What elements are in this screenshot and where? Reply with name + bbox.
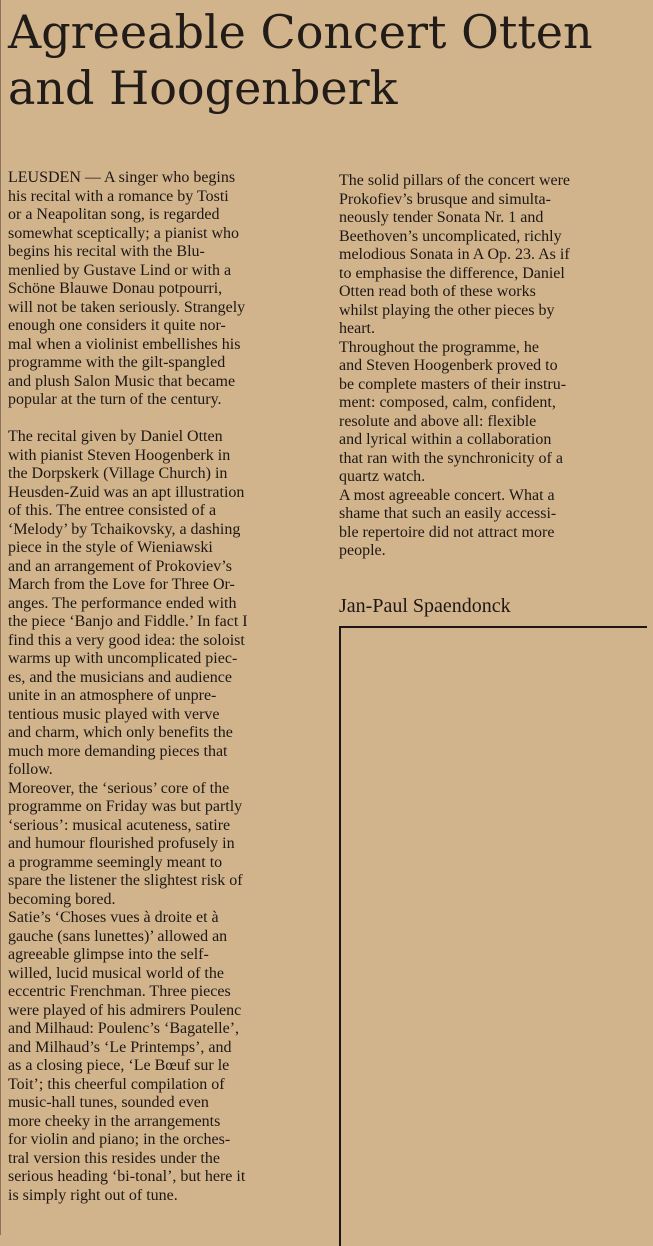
paragraph-satie: Satie’s ‘Choses vues à droite et à gauche (sans lunettes)’ allowed an agreeable glimpse into the self- willed, lucid musical world of the eccentric Frenchman. Three pieces were played of his admirers Poulenc and Milhaud: Poulenc’s ‘Bagatelle’, and Milhaud’s ‘Le Printemps’, and as a closing piece, ‘Le Bœuf sur le Toit’; this cheerful compilation of music-hall tunes, sounded even more cheeky in the arrangements for violin and piano; in the orches- tral version this resides under the serious heading ‘bi-tonal’, but here it is simply right out of tune.: [8, 909, 246, 1204]
paragraph-serious-core: Moreover, the ‘serious’ core of the programme on Friday was but partly ‘serious’: musical acuteness, satire and humour flourished profusely in a programme seemingly meant to spare the listener the slightest risk of becoming bored.: [8, 779, 243, 908]
page-left-border: [0, 0, 1, 1235]
paragraph-recital: The recital given by Daniel Otten with pianist Steven Hoogenberk in the Dorpskerk (Village Church) in Heusden-Zuid was an apt illustration of this. The entree consisted of a ‘Melody’ by Tchaikovsky, a dashing piece in the style of Wieniawski and an arrangement of Prokoviev’s March from the Love for Three Or- anges. The performance ended with the piece ‘Banjo and Fiddle.’ In fact I find this a very good idea: the soloist warms up with uncomplicated piec- es, and the musicians and audience unite in an atmosphere of unpre- tentious music played with verve and charm, which only benefits the much more demanding pieces that follow.: [8, 428, 248, 778]
article-title: Agreeable Concert Otten and Hoogenberk: [8, 5, 593, 115]
paragraph-masters: Throughout the programme, he and Steven Hoogenberk proved to be complete masters of their instru- ment: composed, calm, confident, resolute and above all: flexible and lyrical within a collaboration that ran with the synchronicity of a quartz watch.: [339, 338, 567, 485]
paragraph-intro: LEUSDEN — A singer who begins his recital with a romance by Tosti or a Neapolitan song, is regarded somewhat sceptically; a pianist who begins his recital with the Blu- menlied by Gustave Lind or with a Schöne Blauwe Donau potpourri, will not be taken seriously. Strangely enough one considers it quite nor- mal when a violinist embellishes his programme with the gilt-spangled and plush Salon Music that became popular at the turn of the century.: [8, 169, 246, 408]
paragraph-pillars: The solid pillars of the concert were Prokofiev’s brusque and simulta- neously tender Sonata Nr. 1 and Beethoven’s uncomplicated, richly melodious Sonata in A Op. 23. As if to emphasise the difference, Daniel Otten read both of these works whilst playing the other pieces by heart.: [339, 172, 571, 337]
author-byline: Jan-Paul Spaendonck: [339, 595, 511, 617]
photo-frame: [339, 626, 647, 1246]
right-column: [339, 172, 645, 561]
left-column: [8, 169, 326, 1205]
paragraph-conclusion: A most agreeable concert. What a shame that such an easily accessi- ble repertoire did not attract more people.: [339, 486, 557, 559]
